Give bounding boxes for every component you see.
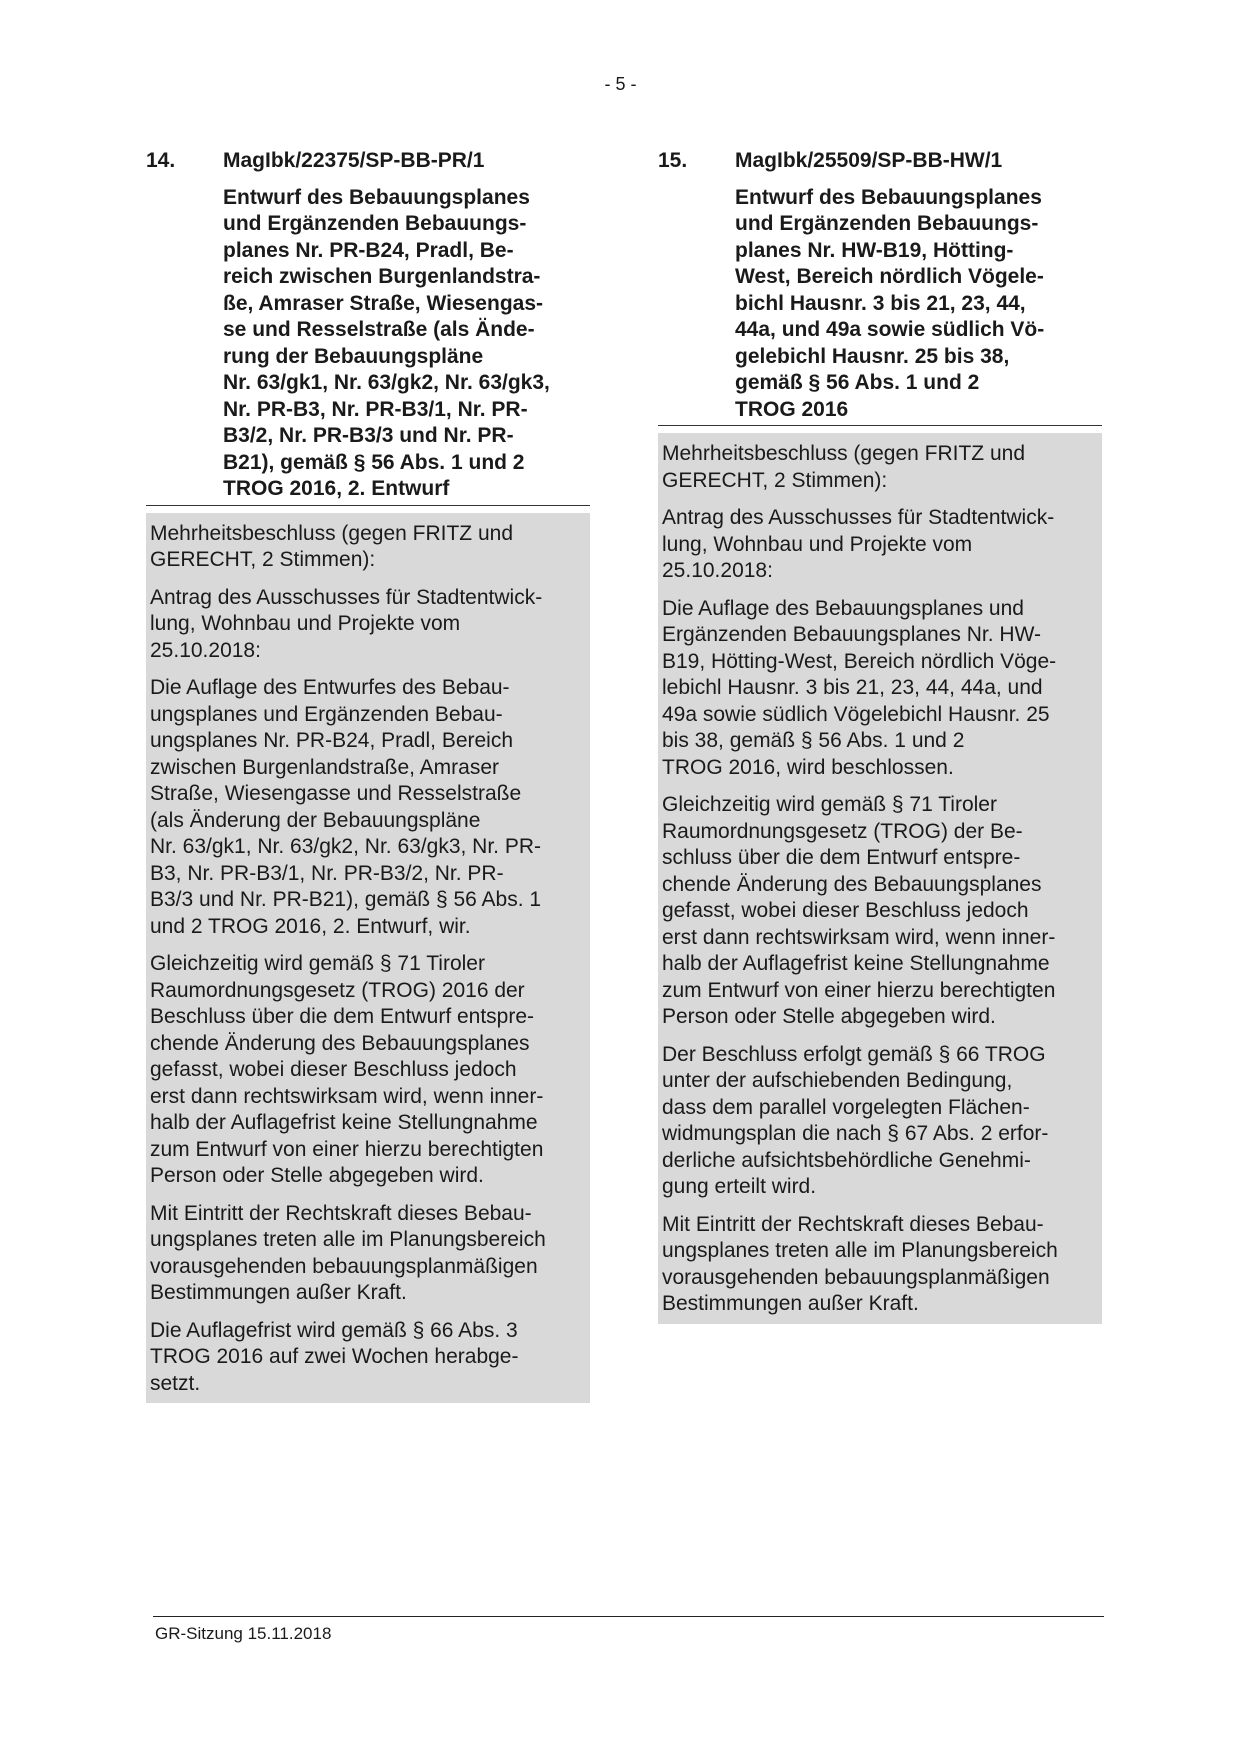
divider	[146, 505, 590, 506]
resolution-paragraph: Mit Eintritt der Rechtskraft dieses Bebau- ungsplanes treten alle im Planungsbereich vorausgehenden bebauungsplanmäßigen Bestimmungen außer Kraft.	[662, 1212, 1058, 1315]
item-title: Entwurf des Bebauungsplanes und Ergänzenden Bebauungs- planes Nr. HW-B19, Hötting- West, Bereich nördlich Vögele- bichl Hausnr. 3 bis 21, 23, 44, 44a, und 49a sowie südlich Vö- gelebichl Hausnr. 25 bis 38, gemäß § 56 Abs. 1 und 2 TROG 2016	[735, 185, 1045, 421]
item-number: 15.	[658, 149, 688, 172]
resolution-paragraph: Mehrheitsbeschluss (gegen FRITZ und GERECHT, 2 Stimmen):	[150, 521, 513, 571]
resolution-paragraph: Antrag des Ausschusses für Stadtentwick- lung, Wohnbau und Projekte vom 25.10.2018:	[662, 506, 1055, 582]
footer-session-date: GR-Sitzung 15.11.2018	[155, 1624, 332, 1643]
item-number: 14.	[146, 149, 176, 172]
agenda-item-14	[146, 148, 590, 1403]
resolution-paragraph: Mit Eintritt der Rechtskraft dieses Bebau- ungsplanes treten alle im Planungsbereich vorausgehenden bebauungsplanmäßigen Bestimmungen außer Kraft.	[150, 1201, 546, 1304]
item-code: MagIbk/25509/SP-BB-HW/1	[735, 149, 1003, 172]
resolution-paragraph: Die Auflage des Bebauungsplanes und Ergänzenden Bebauungsplanes Nr. HW- B19, Hötting-West, Bereich nördlich Vöge- lebichl Hausnr. 3 bis 21, 23, 44, 44a, und 49a sowie südlich Vögelebichl Hausnr. 25 bis 38, gemäß § 56 Abs. 1 und 2 TROG 2016, wird beschlossen.	[662, 596, 1057, 779]
resolution-box	[146, 513, 590, 1404]
item-header	[146, 148, 590, 175]
item-header	[658, 148, 1102, 175]
resolution-paragraph: Mehrheitsbeschluss (gegen FRITZ und GERECHT, 2 Stimmen):	[662, 442, 1025, 492]
resolution-paragraph: Gleichzeitig wird gemäß § 71 Tiroler Raumordnungsgesetz (TROG) der Be- schluss über die dem Entwurf entspre- chende Änderung des Bebauungsplanes gefasst, wobei dieser Beschluss jedoch erst dann rechtswirksam wird, wenn inner- halb der Auflagefrist keine Stellungnahme zum Entwurf von einer hierzu berechtigten Person oder Stelle abgegeben wird.	[662, 793, 1056, 1028]
resolution-paragraph: Die Auflagefrist wird gemäß § 66 Abs. 3 TROG 2016 auf zwei Wochen herabge- setzt.	[150, 1318, 519, 1395]
agenda-item-15	[658, 148, 1102, 1324]
resolution-paragraph: Antrag des Ausschusses für Stadtentwick- lung, Wohnbau und Projekte vom 25.10.2018:	[150, 585, 543, 662]
resolution-paragraph: Die Auflage des Entwurfes des Bebau- ungsplanes und Ergänzenden Bebau- ungsplanes Nr. PR-B24, Pradl, Bereich zwischen Burgenlandstraße, Amraser Straße, Wiesengasse und Resselstraße (als Änderung der Bebauungspläne Nr. 63/gk1, Nr. 63/gk2, Nr. 63/gk3, Nr. PR- B3, Nr. PR-B3/1, Nr. PR-B3/2, Nr. PR- B3/3 und Nr. PR-B21), gemäß § 56 Abs. 1 und 2 TROG 2016, 2. Entwurf, wir.	[150, 676, 542, 938]
resolution-box	[658, 433, 1102, 1324]
item-title: Entwurf des Bebauungsplanes und Ergänzenden Bebauungs- planes Nr. PR-B24, Pradl, Be- reich zwischen Burgenlandstra- ße, Amraser Straße, Wiesengas- se und Resselstraße (als Ände- rung der Bebauungspläne Nr. 63/gk1, Nr. 63/gk2, Nr. 63/gk3, Nr. PR-B3, Nr. PR-B3/1, Nr. PR- B3/2, Nr. PR-B3/3 und Nr. PR- B21), gemäß § 56 Abs. 1 und 2 TROG 2016, 2. Entwurf	[223, 185, 550, 500]
resolution-paragraph: Gleichzeitig wird gemäß § 71 Tiroler Raumordnungsgesetz (TROG) 2016 der Beschluss über die dem Entwurf entspre- chende Änderung des Bebauungsplanes gefasst, wobei dieser Beschluss jedoch erst dann rechtswirksam wird, wenn inner- halb der Auflagefrist keine Stellungnahme zum Entwurf von einer hierzu berechtigten Person oder Stelle abgegeben wird.	[150, 952, 544, 1187]
footer-divider	[153, 1616, 1104, 1617]
item-code: MagIbk/22375/SP-BB-PR/1	[223, 149, 485, 172]
divider	[658, 425, 1102, 426]
page-number: - 5 -	[604, 74, 637, 94]
resolution-paragraph: Der Beschluss erfolgt gemäß § 66 TROG unter der aufschiebenden Bedingung, dass dem parallel vorgelegten Flächen- widmungsplan die nach § 67 Abs. 2 erfor- derliche aufsichtsbehördliche Genehmi- gung erteilt wird.	[662, 1042, 1049, 1198]
